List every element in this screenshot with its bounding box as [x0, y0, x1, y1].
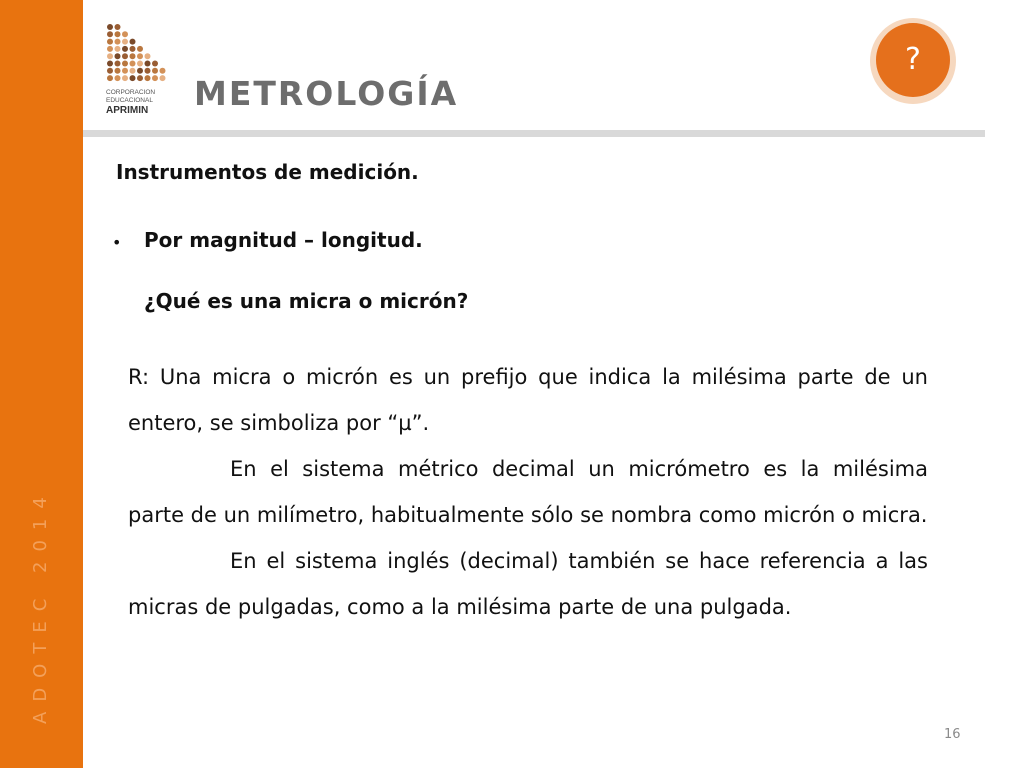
logo-dot	[115, 31, 121, 37]
logo-dot	[115, 39, 121, 45]
logo-dot	[130, 68, 136, 74]
logo-dot	[107, 24, 113, 30]
body-paragraph: En el sistema métrico decimal un micrómetro es la milésima parte de un milímetro, habitualmente sólo se nombra como micrón o micra.	[128, 457, 928, 527]
logo-dot	[122, 53, 128, 59]
logo-dot	[107, 61, 113, 67]
body-text	[128, 354, 928, 630]
logo-dot	[122, 68, 128, 74]
logo-dot	[160, 68, 166, 74]
logo-dot	[107, 46, 113, 52]
question-mark-icon[interactable]: ?	[876, 23, 950, 97]
logo-dot	[122, 31, 128, 37]
logo-line3: APRIMIN	[106, 105, 149, 116]
logo-dot	[145, 53, 151, 59]
logo-dot	[122, 75, 128, 81]
bullet-icon: •	[112, 233, 122, 252]
aprimin-logo	[104, 22, 180, 118]
logo-dot	[115, 75, 121, 81]
logo-dot	[107, 39, 113, 45]
sidebar-bar	[0, 0, 83, 768]
logo-dot	[115, 61, 121, 67]
logo-dot	[115, 24, 121, 30]
question-text: ¿Qué es una micra o micrón?	[144, 289, 469, 313]
page-title: METROLOGÍA	[194, 74, 459, 113]
help-button[interactable]	[870, 18, 956, 104]
logo-dot	[152, 68, 158, 74]
logo-dot	[122, 61, 128, 67]
logo-dot	[137, 68, 143, 74]
logo-dot	[137, 53, 143, 59]
logo-dot	[130, 53, 136, 59]
logo-dot	[107, 75, 113, 81]
logo-dot	[115, 46, 121, 52]
logo-dot	[122, 46, 128, 52]
body-paragraph: R: Una micra o micrón es un prefijo que indica la milésima parte de un entero, se simboliza por “µ”.	[128, 365, 928, 435]
logo-graphic	[104, 22, 180, 118]
logo-dot	[137, 75, 143, 81]
logo-dot	[152, 61, 158, 67]
logo-dot	[107, 31, 113, 37]
logo-dot	[145, 75, 151, 81]
logo-dot	[130, 39, 136, 45]
logo-dot	[145, 61, 151, 67]
logo-dot	[122, 39, 128, 45]
page-number: 16	[944, 727, 961, 742]
logo-dot	[130, 46, 136, 52]
logo-dot	[107, 68, 113, 74]
logo-dot	[152, 75, 158, 81]
logo-dot	[107, 53, 113, 59]
body-paragraph: En el sistema inglés (decimal) también se hace referencia a las micras de pulgadas, como a la milésima parte de una pulgada.	[128, 549, 928, 619]
logo-dot	[130, 61, 136, 67]
logo-line2: EDUCACIONAL	[106, 97, 153, 104]
header-divider	[83, 130, 985, 137]
logo-dot	[137, 61, 143, 67]
logo-dot	[115, 53, 121, 59]
section-subtitle: Instrumentos de medición.	[116, 160, 419, 184]
logo-dot	[137, 46, 143, 52]
logo-dot	[115, 68, 121, 74]
bullet-item: Por magnitud – longitud.	[144, 228, 423, 252]
logo-line1: CORPORACION	[106, 89, 156, 96]
logo-dot	[160, 75, 166, 81]
logo-dot	[145, 68, 151, 74]
logo-dot	[130, 75, 136, 81]
sidebar-vertical-text: ADOTEC 2014	[30, 487, 51, 724]
